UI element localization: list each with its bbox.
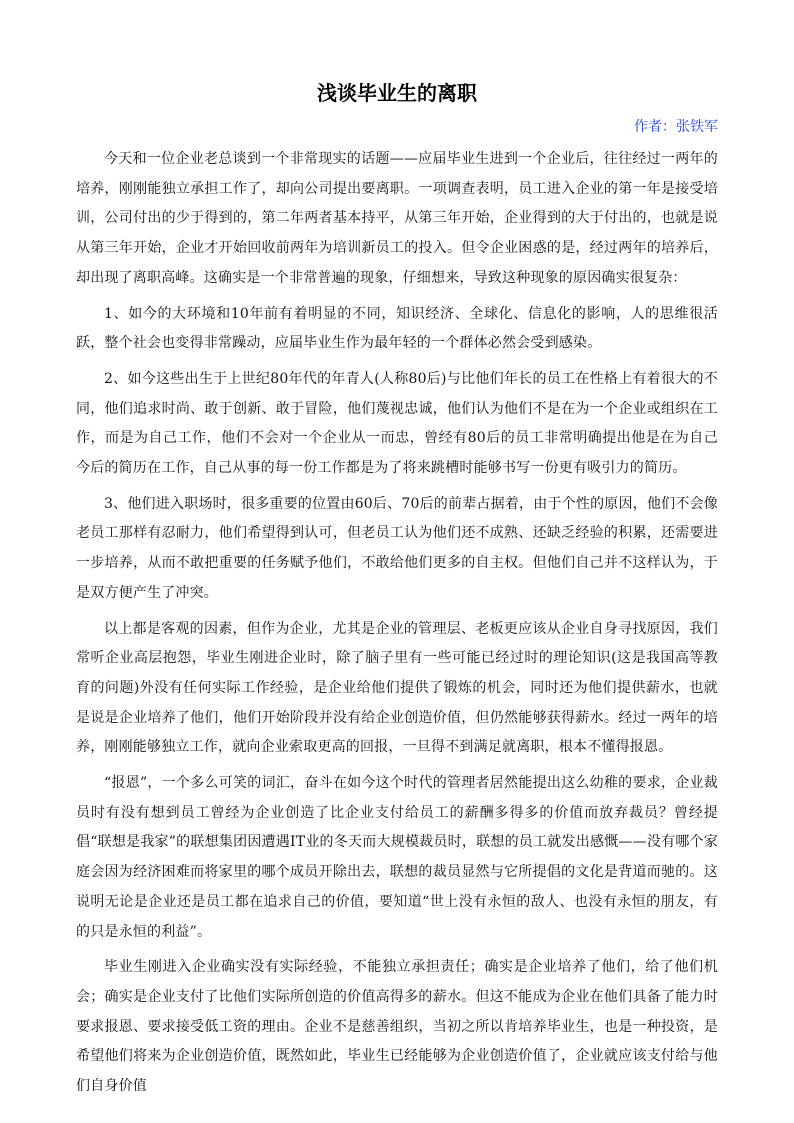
author-line: 作者：张铁军 xyxy=(634,119,718,135)
paragraph-reason-1: 1、如今的大环境和10年前有着明显的不同，知识经济、全球化、信息化的影响，人的思维很活跃，整个社会也变得非常躁动，应届毕业生作为最年轻的一个群体必然会受到感染。 xyxy=(76,305,718,352)
paragraph-intro: 今天和一位企业老总谈到一个非常现实的话题——应届毕业生进到一个企业后，往往经过一两年的培养，刚刚能独立承担工作了，却向公司提出要离职。一项调查表明，员工进入企业的第一年是接受培训，公司付出的少于得到的，第二年两者基本持平，从第三年开始，企业得到的大于付出的，也就是说从第三年开始，企业才开始回收前两年为培训新员工的投入。但令企业困惑的是，经过两年的培养后，却出现了离职高峰。这确实是一个非常普遍的现象，仔细想来，导致这种现象的原因确实很复杂： xyxy=(76,151,718,286)
paragraph-company-view: 以上都是客观的因素，但作为企业，尤其是企业的管理层、老板更应该从企业自身寻找原因，我们常听企业高层抱怨，毕业生刚进企业时，除了脑子里有一些可能已经过时的理论知识(这是我国高等教育的问题)外没有任何实际工作经验，是企业给他们提供了锻炼的机会，同时还为他们提供薪水，也就是说是企业培养了他们，他们开始阶段并没有给企业创造价值，但仍然能够获得薪水。经过一两年的培养，刚刚能够独立工作，就向企业索取更高的回报，一旦得不到满足就离职，根本不懂得报恩。 xyxy=(76,620,718,756)
paragraph-gratitude: “报恩”，一个多么可笑的词汇，奋斗在如今这个时代的管理者居然能提出这么幼稚的要求，企业裁员时有没有想到员工曾经为企业创造了比企业支付给员工的薪酬多得多的价值而放弃裁员？曾经提倡“联想是我家”的联想集团因遭遇IT业的冬天而大规模裁员时，联想的员工就发出感慨——没有哪个家庭会因为经济困难而将家里的哪个成员开除出去，联想的裁员显然与它所提倡的文化是背道而驰的。这说明无论是企业还是员工都在追求自己的价值，要知道“世上没有永恒的敌人、也没有永恒的朋友，有的只是永恒的利益”。 xyxy=(76,775,718,940)
document-body xyxy=(76,145,718,1108)
paragraph-reason-3: 3、他们进入职场时，很多重要的位置由60后、70后的前辈占据着，由于个性的原因，他们不会像老员工那样有忍耐力，他们希望得到认可，但老员工认为他们还不成熟、还缺乏经验的积累，还需要进一步培养，从而不敢把重要的任务赋予他们，不敢给他们更多的自主权。但他们自己并不这样认为，于是双方便产生了冲突。 xyxy=(76,495,718,601)
paragraph-reason-2: 2、如今这些出生于上世纪80年代的年青人(人称80后)与比他们年长的员工在性格上有着很大的不同，他们追求时尚、敢于创新、敢于冒险，他们蔑视忠诚，他们认为他们不是在为一个企业或组织在工作，而是为自己工作，他们不会对一个企业从一而忠，曾经有80后的员工非常明确提出他是在为自己今后的简历在工作，自己从事的每一份工作都是为了将来跳槽时能够书写一份更有吸引力的简历。 xyxy=(76,370,718,477)
document-title: 浅谈毕业生的离职 xyxy=(317,81,477,105)
paragraph-conclusion: 毕业生刚进入企业确实没有实际经验，不能独立承担责任；确实是企业培养了他们，给了他们机会；确实是企业支付了比他们实际所创造的价值高得多的薪水。但这不能成为企业在他们具备了能力时要求报恩、要求接受低工资的理由。企业不是慈善组织，当初之所以肯培养毕业生，也是一种投资，是希望他们将来为企业创造价值，既然如此，毕业生已经能够为企业创造价值了，企业就应该支付给与他们自身价值 xyxy=(76,959,718,1095)
